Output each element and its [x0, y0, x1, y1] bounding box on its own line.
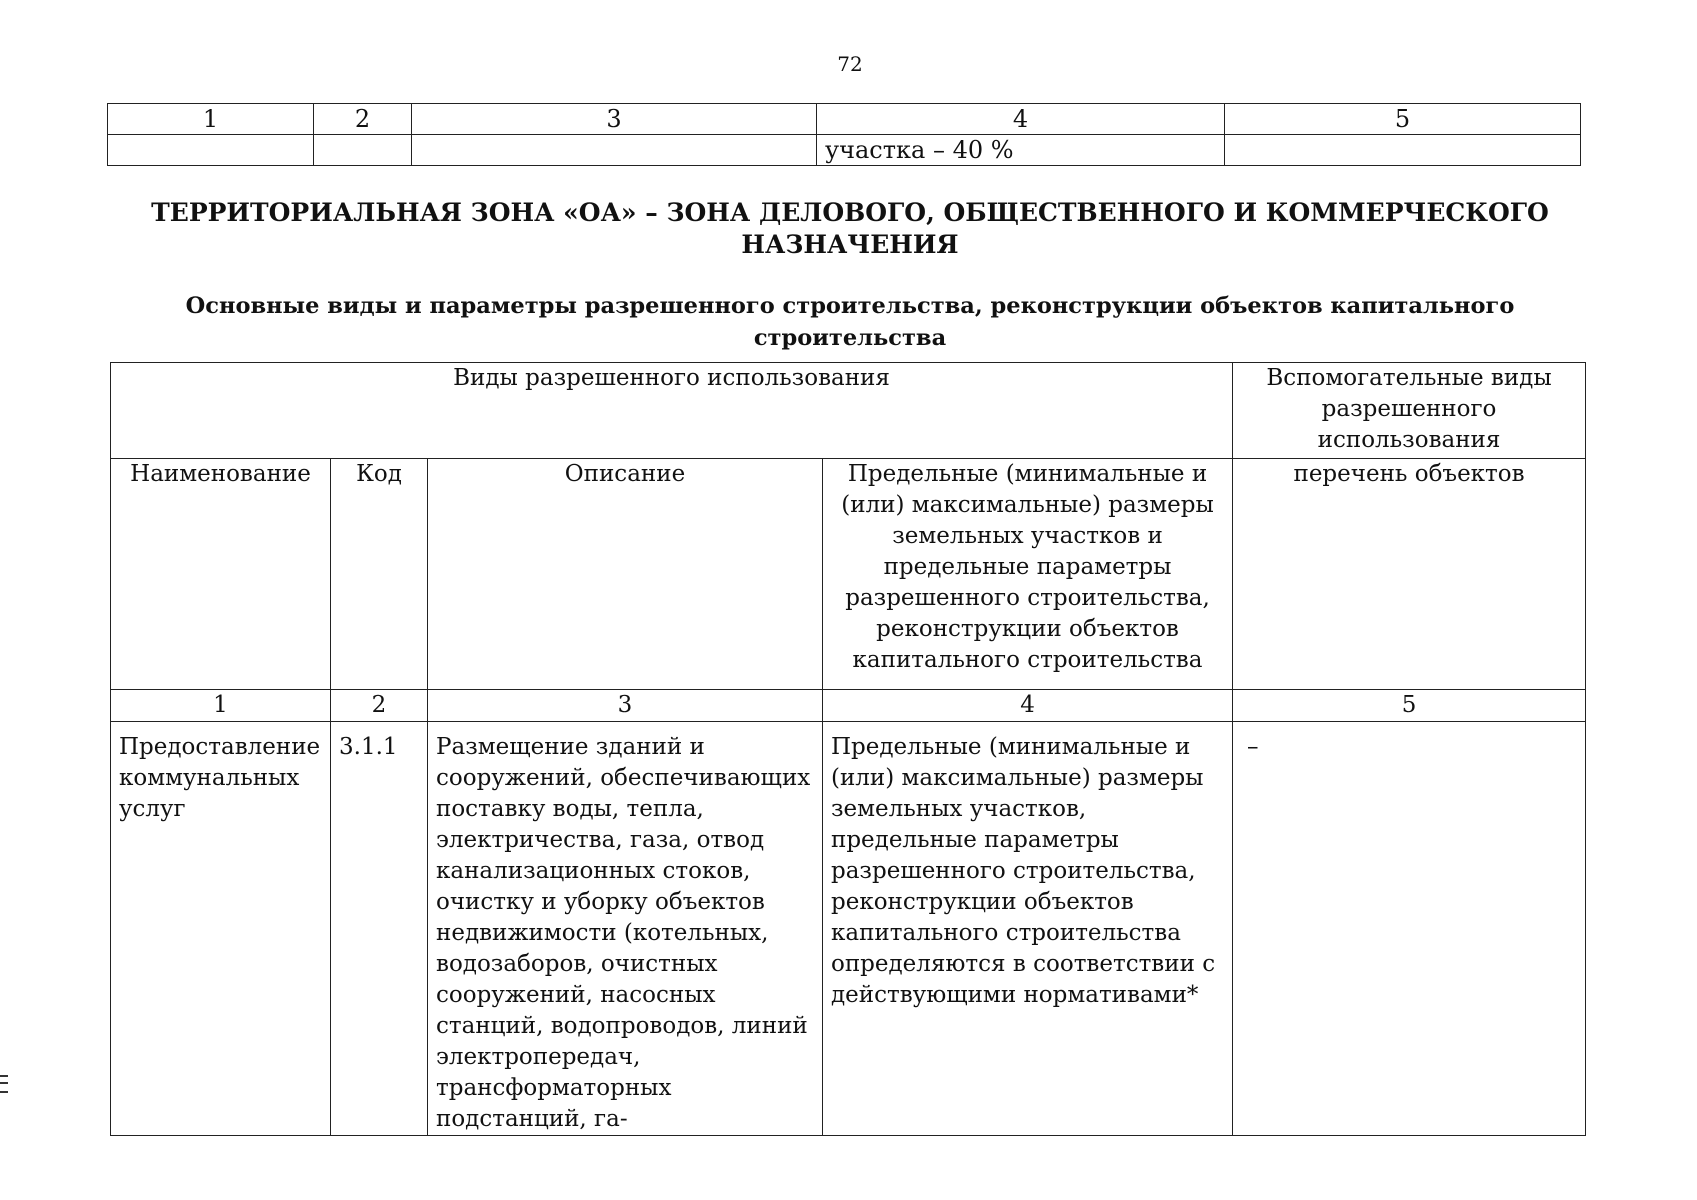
permitted-use-table — [110, 362, 1586, 1136]
aux-header: Вспомогательные виды разрешенного использования — [1233, 363, 1586, 459]
continuation-header-cell: 2 — [314, 104, 412, 135]
column-number: 2 — [331, 690, 428, 722]
continuation-cell — [412, 135, 817, 166]
column-number: 1 — [111, 690, 331, 722]
continuation-header-cell: 1 — [108, 104, 314, 135]
row-name: Предоставление коммунальных услуг — [111, 722, 331, 1136]
continuation-data-row — [108, 135, 1581, 166]
table-row — [111, 722, 1586, 1136]
column-number: 4 — [823, 690, 1233, 722]
continuation-header-cell: 3 — [412, 104, 817, 135]
row-code: 3.1.1 — [331, 722, 428, 1136]
col-header-parameters: Предельные (минимальные и (или) максимальные) размеры земельных участков и предельные параметры разрешенного строительства, реконструкции объектов капитального строительства — [823, 459, 1233, 690]
continuation-header-cell: 5 — [1225, 104, 1581, 135]
continuation-cell — [1225, 135, 1581, 166]
continuation-cell — [314, 135, 412, 166]
col-header-description: Описание — [428, 459, 823, 690]
continuation-cell: участка – 40 % — [817, 135, 1225, 166]
page-number: 72 — [837, 52, 863, 76]
scan-edge-mark — [0, 1075, 8, 1093]
column-number: 3 — [428, 690, 823, 722]
continuation-header-row — [108, 104, 1581, 135]
section-title: Основные виды и параметры разрешенного строительства, реконструкции объектов капитального строительства — [185, 293, 1515, 351]
col-header-objects: перечень объектов — [1233, 459, 1586, 690]
row-aux: – — [1233, 722, 1586, 1136]
group-header: Виды разрешенного использования — [111, 363, 1233, 459]
continuation-header-cell: 4 — [817, 104, 1225, 135]
row-description: Размещение зданий и сооружений, обеспечивающих поставку воды, тепла, электричества, газа, отвод канализационных стоков, очистку и уборку объектов недвижимости (котельных, водозаборов, очистных сооружений, насосных станций, водопроводов, линий электропередач, трансформаторных подстанций, га- — [428, 722, 823, 1136]
group-header-row — [111, 363, 1586, 459]
row-parameters: Предельные (минимальные и (или) максимальные) размеры земельных участков, предельные параметры разрешенного строительства, реконструкции объектов капитального строительства определяются в соответствии с действующими нормативами* — [823, 722, 1233, 1136]
col-header-code: Код — [331, 459, 428, 690]
continuation-cell — [108, 135, 314, 166]
column-number-row — [111, 690, 1586, 722]
column-number: 5 — [1233, 690, 1586, 722]
column-header-row — [111, 459, 1586, 690]
zone-title: ТЕРРИТОРИАЛЬНАЯ ЗОНА «ОА» – ЗОНА ДЕЛОВОГО, ОБЩЕСТВЕННОГО И КОММЕРЧЕСКОГО НАЗНАЧЕНИЯ — [151, 198, 1549, 259]
col-header-name: Наименование — [111, 459, 331, 690]
continuation-table — [107, 103, 1581, 166]
